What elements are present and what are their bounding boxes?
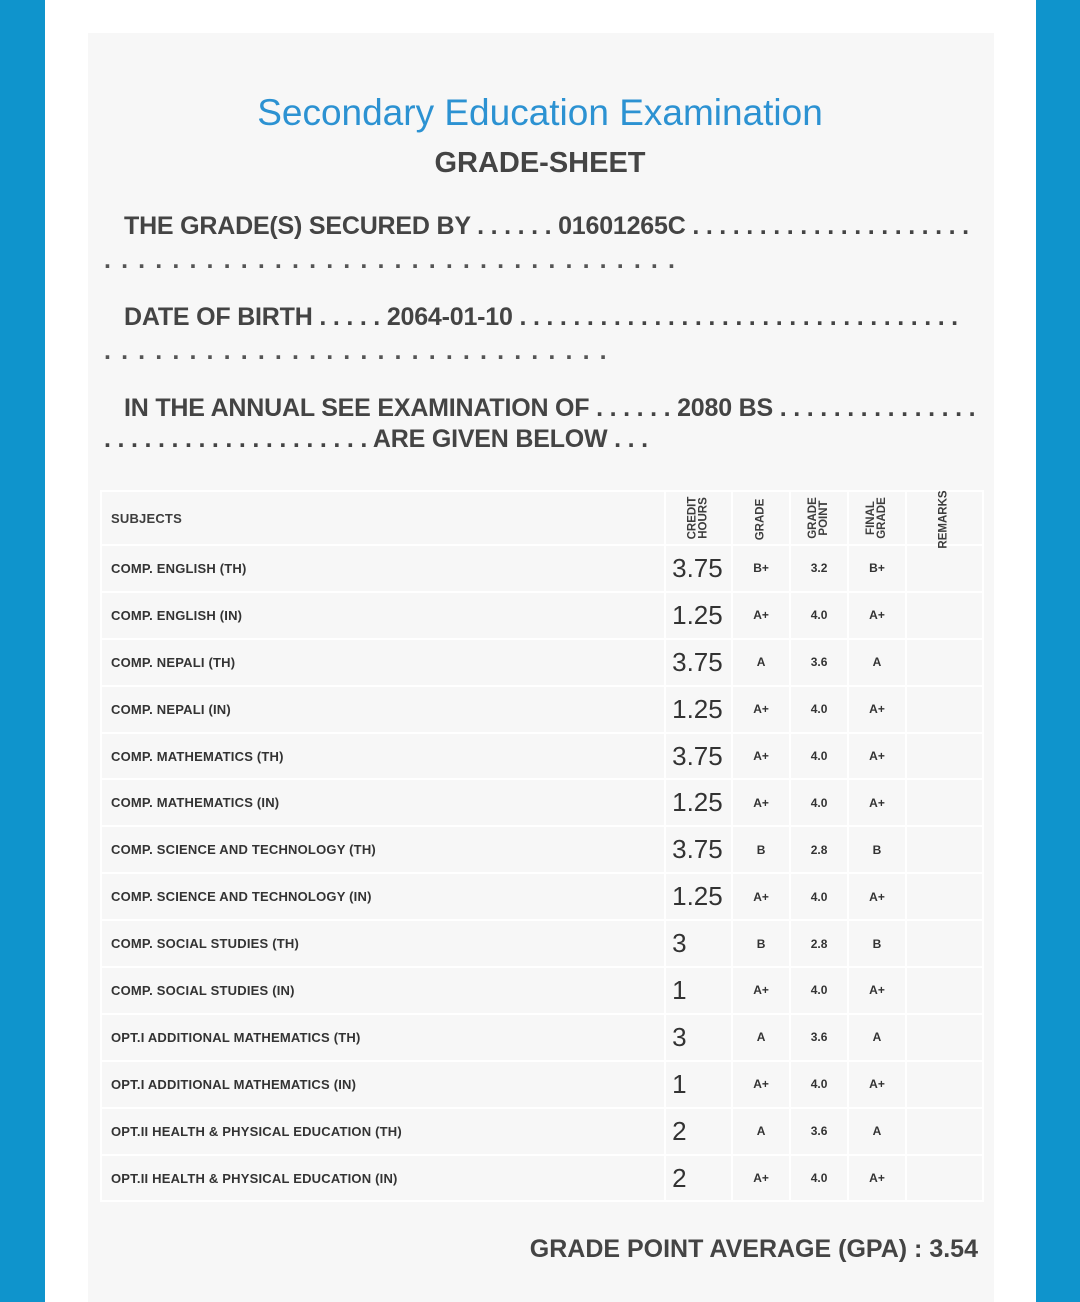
table-row: COMP. SCIENCE AND TECHNOLOGY (IN) 1.25 A+ 4.0 A+ <box>101 873 983 920</box>
dob-line <box>124 303 958 332</box>
exam-title: Secondary Education Examination <box>257 92 823 133</box>
table-row: OPT.I ADDITIONAL MATHEMATICS (TH) 3 A 3.6 A <box>101 1014 983 1061</box>
table-row: COMP. NEPALI (IN) 1.25 A+ 4.0 A+ <box>101 686 983 733</box>
gpa-line <box>530 1235 978 1264</box>
table-row: COMP. ENGLISH (IN) 1.25 A+ 4.0 A+ <box>101 592 983 639</box>
dot-leader: . . . . . . <box>477 212 559 240</box>
table-row: COMP. ENGLISH (TH) 3.75 B+ 3.2 B+ <box>101 545 983 592</box>
exam-tail: ARE GIVEN BELOW <box>372 425 608 453</box>
dot-leader: . . . . . . <box>596 394 678 422</box>
grades-table <box>100 490 984 1202</box>
dot-leader: . . . . . <box>319 303 387 331</box>
sheet-subtitle: GRADE-SHEET <box>434 147 646 179</box>
table-row: COMP. NEPALI (TH) 3.75 A 3.6 A <box>101 639 983 686</box>
table-row: COMP. SCIENCE AND TECHNOLOGY (TH) 3.75 B 2.8 B <box>101 826 983 873</box>
col-grade: GRADE <box>732 491 790 545</box>
col-final-grade: FINAL GRADE <box>848 491 906 545</box>
table-row: COMP. MATHEMATICS (TH) 3.75 A+ 4.0 A+ <box>101 733 983 780</box>
secured-by-line <box>124 212 969 241</box>
exam-tail-line <box>104 425 648 454</box>
table-header-row <box>101 491 983 545</box>
table-row: OPT.II HEALTH & PHYSICAL EDUCATION (IN) 2 A+ 4.0 A+ <box>101 1155 983 1202</box>
gpa-value: 3.54 <box>929 1235 978 1263</box>
table-row: OPT.I ADDITIONAL MATHEMATICS (IN) 1 A+ 4.0 A+ <box>101 1061 983 1108</box>
col-credit-hours: CREDIT HOURS <box>665 491 732 545</box>
dot-leader: . . . . . . . . . . . . . . . . . . . . . <box>692 212 969 240</box>
dob-label: DATE OF BIRTH <box>124 303 313 331</box>
table-row: COMP. SOCIAL STUDIES (IN) 1 A+ 4.0 A+ <box>101 967 983 1014</box>
dob-value: 2064-01-10 <box>386 303 513 331</box>
symbol-number: 01601265C <box>558 212 686 240</box>
dot-leader: . . . . . . . . . . . . . . . . . . . . <box>104 425 373 453</box>
table-row: COMP. SOCIAL STUDIES (TH) 3 B 2.8 B <box>101 920 983 967</box>
dot-leader: . . . <box>614 425 648 453</box>
dot-leader-row: . . . . . . . . . . . . . . . . . . . . . . . . . . . . . . <box>104 337 609 365</box>
col-grade-point: GRADE POINT <box>790 491 848 545</box>
col-remarks: REMARKS <box>906 491 983 545</box>
secured-by-label: THE GRADE(S) SECURED BY <box>124 212 471 240</box>
dot-leader: . . . . . . . . . . . . . . . . . . . . . . . . . . . . . . . . . <box>519 303 958 331</box>
exam-year: 2080 BS <box>677 394 773 422</box>
col-subjects: SUBJECTS <box>101 491 665 545</box>
exam-line <box>124 394 975 423</box>
dot-leader-row: . . . . . . . . . . . . . . . . . . . . . . . . . . . . . . . . . . <box>104 246 677 274</box>
table-row: COMP. MATHEMATICS (IN) 1.25 A+ 4.0 A+ <box>101 779 983 826</box>
gpa-label: GRADE POINT AVERAGE (GPA) : <box>529 1235 923 1263</box>
dot-leader: . . . . . . . . . . . . . . . <box>779 394 976 422</box>
exam-label: IN THE ANNUAL SEE EXAMINATION OF <box>124 394 590 422</box>
table-row: OPT.II HEALTH & PHYSICAL EDUCATION (TH) 2 A 3.6 A <box>101 1108 983 1155</box>
